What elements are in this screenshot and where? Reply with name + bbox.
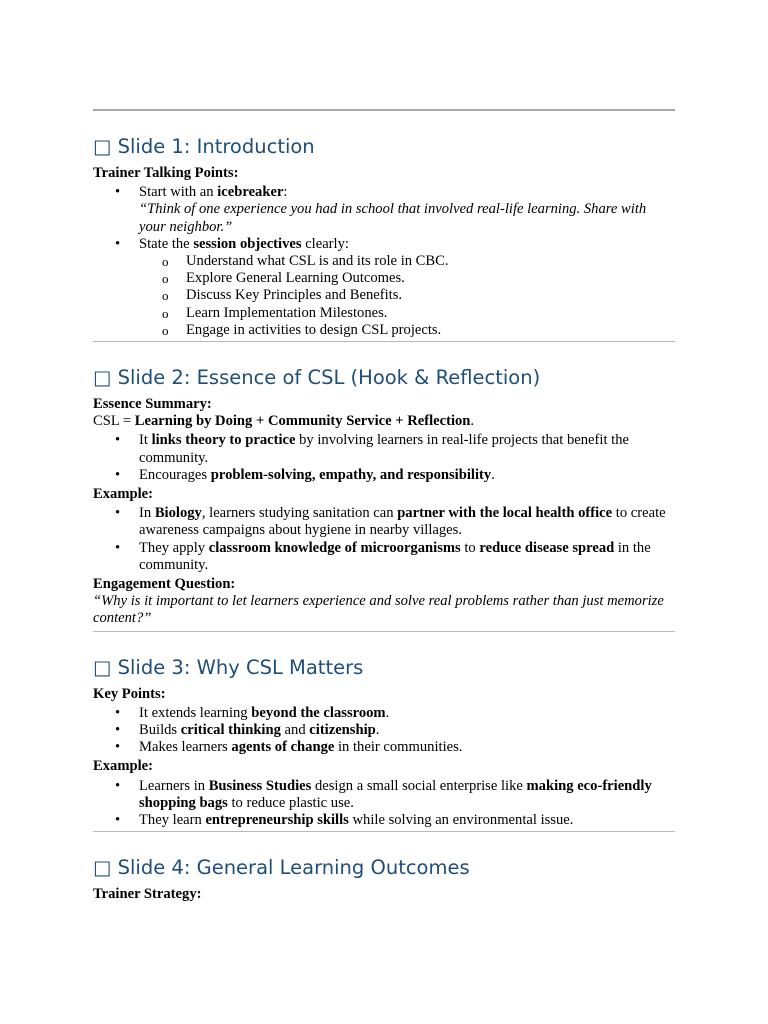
example-list <box>93 778 675 830</box>
slide-1-section <box>93 135 675 339</box>
example-label: Example: <box>93 486 153 503</box>
objective-item: o Discuss Key Principles and Benefits. <box>186 287 675 304</box>
trainer-strategy-label: Trainer Strategy: <box>93 886 202 903</box>
list-item: • It links theory to practice by involving learners in real-life projects that benefit the community. <box>139 432 675 466</box>
slide-4-heading: □ Slide 4: General Learning Outcomes <box>93 856 470 880</box>
objective-item: o Learn Implementation Milestones. <box>186 305 675 322</box>
essence-summary-label: Essence Summary: <box>93 396 212 413</box>
list-item: • They learn entrepreneurship skills while solving an environmental issue. <box>139 812 675 829</box>
slide-1-heading: □ Slide 1: Introduction <box>93 135 315 158</box>
engagement-question: “Why is it important to let learners experience and solve real problems rather than just memorize content?” <box>93 593 664 627</box>
list-item: • Learners in Business Studies design a small social enterprise like making eco-friendly shopping bags to reduce plastic use. <box>139 778 675 812</box>
essence-points-list <box>93 432 675 484</box>
section-divider <box>93 341 675 342</box>
section-divider <box>93 631 675 632</box>
list-item: • Makes learners agents of change in their communities. <box>139 739 675 756</box>
talking-points-list <box>93 184 675 339</box>
list-item: • It extends learning beyond the classroom. <box>139 705 675 722</box>
objectives-list <box>139 253 675 339</box>
icebreaker-quote: “Think of one experience you had in school that involved real-life learning. Share with your neighbor.” <box>139 201 647 235</box>
slide-4-section <box>93 856 675 903</box>
objective-item: o Explore General Learning Outcomes. <box>186 270 675 287</box>
list-item: • State the session objectives clearly: o Understand what CSL is and its role in CBC. o Explore General Learning Outcomes. o Discuss Key Principles and Benefits. o Learn Implementation Milestones. o Engage in activities to design CSL projects. <box>139 236 675 339</box>
list-item: • Start with an icebreaker: “Think of one experience you had in school that involved real-life learning. Share with your neighbor.” <box>139 184 675 236</box>
top-divider <box>93 109 675 111</box>
example-label: Example: <box>93 758 153 775</box>
example-list <box>93 505 675 574</box>
list-item: • Builds critical thinking and citizenship. <box>139 722 675 739</box>
key-points-list <box>93 705 675 757</box>
list-item: • They apply classroom knowledge of microorganisms to reduce disease spread in the community. <box>139 540 675 574</box>
slide-3-section <box>93 656 675 830</box>
engagement-question-label: Engagement Question: <box>93 576 236 593</box>
list-item: • Encourages problem-solving, empathy, and responsibility. <box>139 467 675 484</box>
slide-3-heading: □ Slide 3: Why CSL Matters <box>93 655 364 679</box>
slide-2-section <box>93 366 675 631</box>
key-points-label: Key Points: <box>93 685 166 702</box>
csl-definition: CSL = Learning by Doing + Community Service + Reflection. <box>93 413 475 430</box>
slide-2-heading: □ Slide 2: Essence of CSL (Hook & Reflection) <box>93 366 541 390</box>
objective-item: o Engage in activities to design CSL projects. <box>186 322 675 339</box>
objective-item: o Understand what CSL is and its role in CBC. <box>186 253 675 270</box>
section-divider <box>93 831 675 832</box>
document-page <box>93 109 675 904</box>
list-item: • In Biology, learners studying sanitation can partner with the local health office to create awareness campaigns about hygiene in nearby villages. <box>139 505 675 539</box>
trainer-talking-points-label: Trainer Talking Points: <box>93 165 239 181</box>
